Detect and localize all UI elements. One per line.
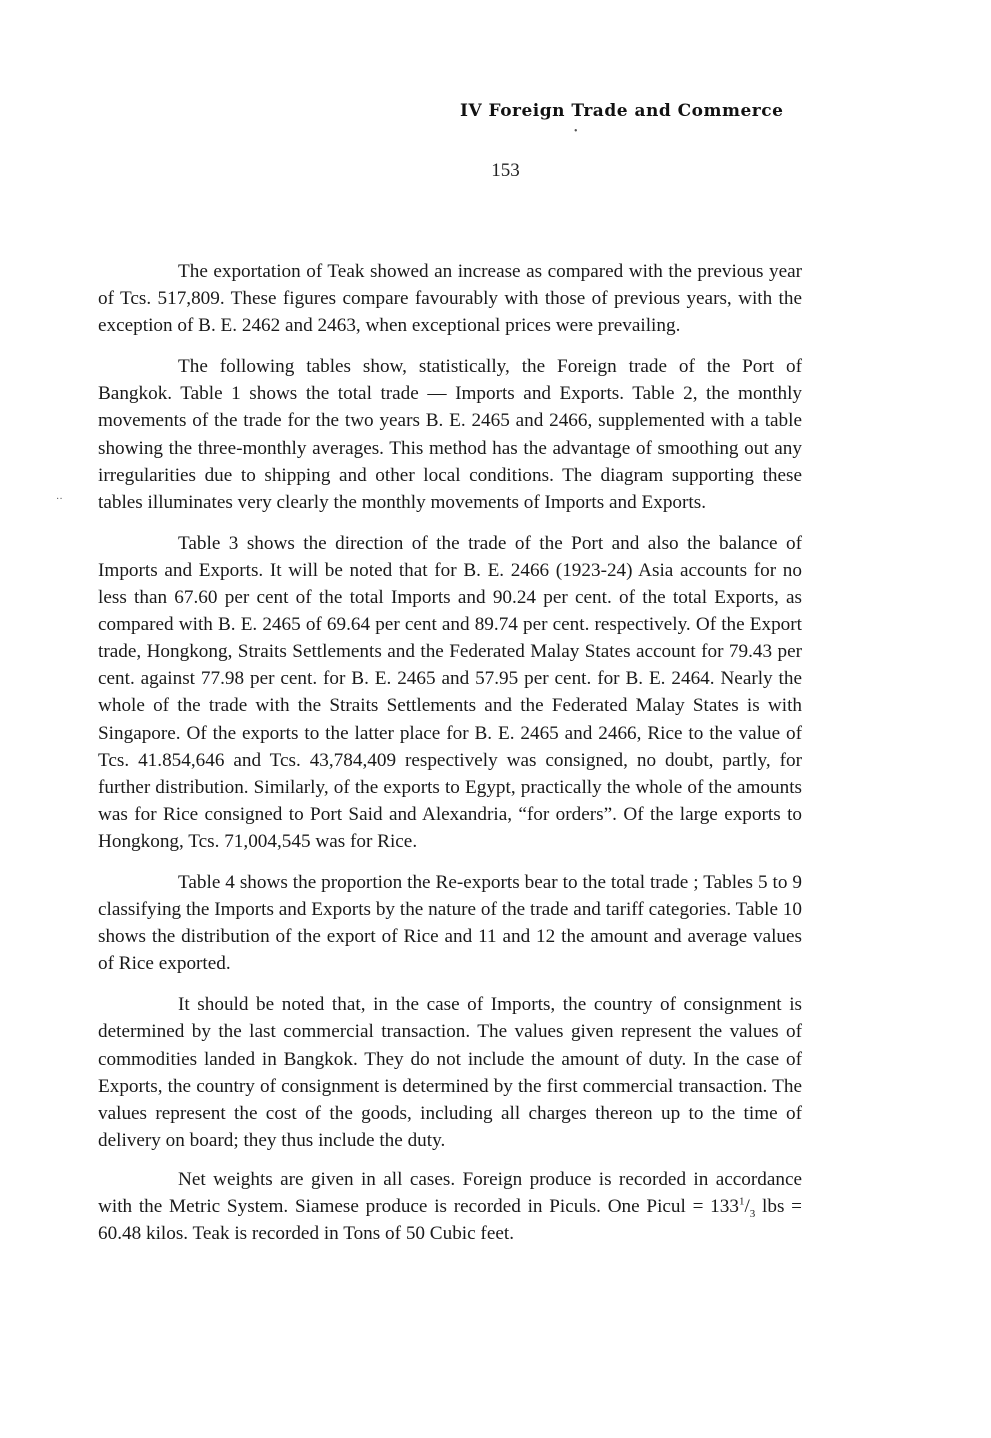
paragraph-teak-exports: The exportation of Teak showed an increase as compared with the previous year of Tcs. 517,809. These figures compare favourably with those of previous years, with the exception of B. E. 2462 and 2463, when exceptional prices were prevailing.: [98, 261, 802, 337]
page-number: 153: [491, 160, 520, 181]
paragraph-consignment-notes: It should be noted that, in the case of Imports, the country of consignment is determined by the last commercial transaction. The values given represent the values of commodities landed in Bangkok. They do not include the amount of duty. In the case of Exports, the country of consignment is determined by the first commercial transaction. The values represent the cost of the goods, including all charges thereon up to the time of delivery on board; they thus include the duty.: [98, 994, 802, 1151]
scan-speck: •: [574, 126, 578, 137]
paragraph-trade-direction: Table 3 shows the direction of the trade of the Port and also the balance of Imports and Exports. It will be noted that for B. E. 2466 (1923-24) Asia accounts for no less than 67.60 per cent of the total Imports and 90.24 per cent. of the total Exports, as compared with B. E. 2465 of 69.64 per cent and 89.74 per cent. respectively. Of the Export trade, Hongkong, Straits Settlements and the Federated Malay States account for 79.43 per cent. against 77.98 per cent. for B. E. 2465 and 57.95 per cent. for B. E. 2464. Nearly the whole of the trade with the Straits Settlements and the Federated Malay States is with Singapore. Of the exports to the latter place for B. E. 2465 and 2466, Rice to the value of Tcs. 41.854,646 and Tcs. 43,784,409 respectively was consigned, no doubt, partly, for further distribution. Similarly, of the exports to Egypt, practically the whole of the amounts was for Rice consigned to Port Said and Alexandria, “for orders”. Of the large exports to Hongkong, Tcs. 71,004,545 was for Rice.: [98, 532, 802, 852]
running-header: IV Foreign Trade and Commerce: [460, 101, 784, 121]
weights-text-start: Net weights are given in all cases. Foreign produce is recorded in accordance with the Metric System. Siamese produce is recorded in Piculs. One Picul = 133: [98, 1168, 802, 1217]
fraction-numerator: 1: [738, 1195, 745, 1208]
body-text: [98, 258, 802, 1261]
paragraph-reexports: Table 4 shows the proportion the Re-exports bear to the total trade ; Tables 5 to 9 classifying the Imports and Exports by the nature of the trade and tariff categories. Table 10 shows the distribution of the export of Rice and 11 and 12 the amount and average values of Rice exported.: [98, 871, 802, 975]
fraction-denominator: 3: [749, 1207, 756, 1220]
paragraph-weights-measures: [98, 1166, 802, 1247]
scan-speck: ··: [56, 494, 63, 505]
paragraph-tables-overview: The following tables show, statistically, the Foreign trade of the Port of Bangkok. Table 1 shows the total trade — Imports and Exports. Table 2, the monthly movements of the trade for the two years B. E. 2465 and 2466, supplemented with a table showing the three-monthly averages. This method has the advantage of smoothing out any irregularities due to shipping and other local conditions. The diagram supporting these tables illuminates very clearly the monthly movements of Imports and Exports.: [98, 356, 802, 513]
weights-text-end: lbs = 60.48 kilos. Teak is recorded in Tons of 50 Cubic feet.: [98, 1196, 802, 1245]
fraction-slash: /: [744, 1196, 750, 1217]
